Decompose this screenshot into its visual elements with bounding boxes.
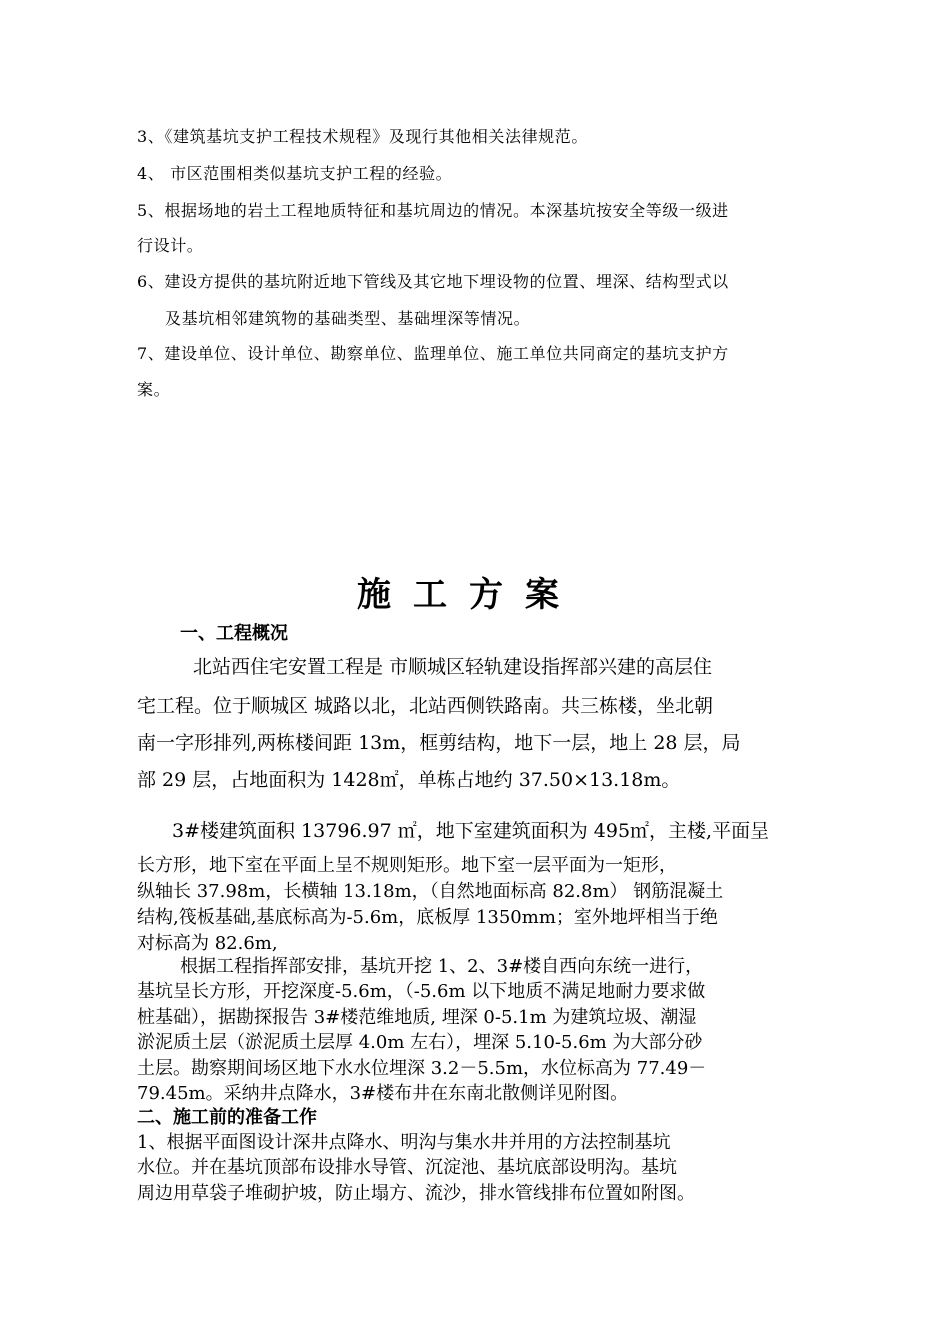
section1-para3-line3: 桩基础），据勘探报告 3#楼范维地质, 埋深 0-5.1m 为建筑垃圾、潮湿 [137, 1007, 697, 1028]
basis-item-5-cont: 行设计。 [137, 236, 204, 255]
section1-para1-line2: 宅工程。位于顺城区 城路以北，北站西侧铁路南。共三栋楼，坐北朝 [137, 695, 714, 717]
basis-item-7: 7、建设单位、设计单位、勘察单位、监理单位、施工单位共同商定的基坑支护方 [137, 344, 729, 363]
section1-para1-line3: 南一字形排列,两栋楼间距 13m，框剪结构，地下一层，地上 28 层，局 [137, 732, 741, 754]
section1-para2-line3: 纵轴长 37.98m，长横轴 13.18m，（自然地面标高 82.8m） 钢筋混凝土 [137, 881, 724, 902]
section1-para2-line4: 结构,筏板基础,基底标高为-5.6m，底板厚 1350mm；室外地坪相当于绝 [137, 907, 718, 928]
section2-heading: 二、施工前的准备工作 [137, 1107, 317, 1128]
basis-item-6-cont: 及基坑相邻建筑物的基础类型、基础埋深等情况。 [165, 309, 531, 328]
basis-item-4: 4、 市区范围相类似基坑支护工程的经验。 [137, 164, 453, 183]
section1-para3-line6: 79.45m。采纳井点降水，3#楼布井在东南北散侧详见附图。 [137, 1083, 629, 1104]
section1-para1-line4: 部 29 层，占地面积为 1428㎡，单栋占地约 37.50×13.18m。 [137, 769, 681, 791]
section1-para3-line4: 淤泥质土层（淤泥质土层厚 4.0m 左右），埋深 5.10-5.6m 为大部分砂 [137, 1032, 703, 1053]
section1-para2-line5: 对标高为 82.6m, [137, 933, 278, 954]
section1-para1-line1: 北站西住宅安置工程是 市顺城区轻轨建设指挥部兴建的高层住 [193, 656, 713, 678]
basis-item-6: 6、建设方提供的基坑附近地下管线及其它地下埋设物的位置、埋深、结构型式以 [137, 272, 729, 291]
page-title: 施工方案 [357, 575, 581, 615]
section1-para3-line2: 基坑呈长方形，开挖深度-5.6m，（-5.6m 以下地质不满足地耐力要求做 [137, 981, 706, 1002]
basis-item-3: 3、《建筑基坑支护工程技术规程》及现行其他相关法律规范。 [137, 127, 588, 146]
basis-item-7-cont: 案。 [137, 380, 171, 399]
section1-para3-line5: 土层。勘察期间场区地下水水位埋深 3.2－5.5m，水位标高为 77.49－ [137, 1058, 707, 1079]
section1-para2-line1: 3#楼建筑面积 13796.97 ㎡，地下室建筑面积为 495㎡，主楼,平面呈 [172, 820, 770, 842]
section2-para1-line3: 周边用草袋子堆砌护坡，防止塌方、流沙，排水管线排布位置如附图。 [137, 1183, 695, 1204]
section2-para1-line1: 1、根据平面图设计深井点降水、明沟与集水井并用的方法控制基坑 [137, 1132, 671, 1153]
section1-para3-line1: 根据工程指挥部安排，基坑开挖 1、2、3#楼自西向东统一进行， [180, 956, 704, 977]
section1-heading: 一、工程概况 [180, 623, 288, 644]
section1-para2-line2: 长方形，地下室在平面上呈不规则矩形。地下室一层平面为一矩形， [137, 855, 677, 876]
section2-para1-line2: 水位。并在基坑顶部布设排水导管、沉淀池、基坑底部设明沟。基坑 [137, 1157, 677, 1178]
basis-item-5: 5、根据场地的岩土工程地质特征和基坑周边的情况。本深基坑按安全等级一级进 [137, 201, 729, 220]
